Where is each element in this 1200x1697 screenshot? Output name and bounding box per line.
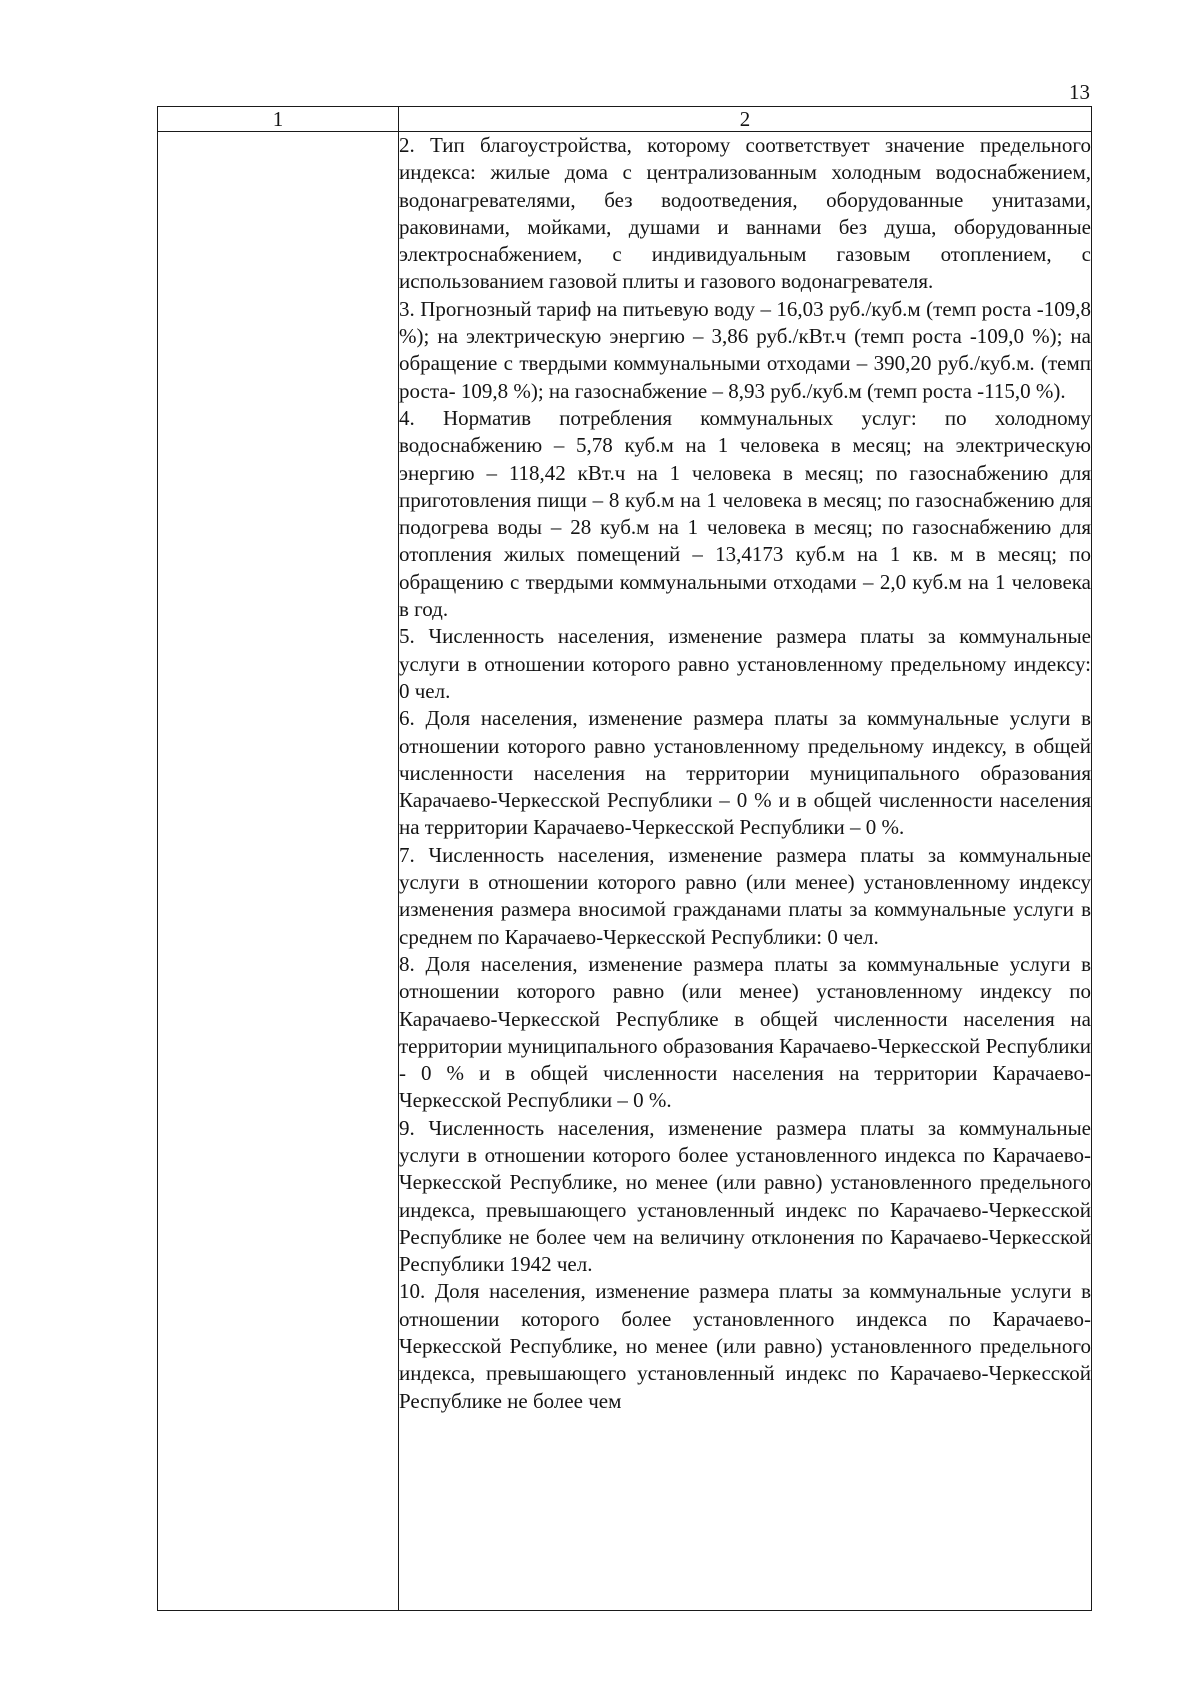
- paragraph-item-7: 7. Численность населения, изменение размера платы за коммунальные услуги в отношении которого равно (или менее) установленному индексу изменения размера вносимой гражданами платы за коммунальные услуги в среднем по Карачаево-Черкесской Республики: 0 чел.: [399, 842, 1091, 949]
- empty-cell-column-1: [158, 132, 399, 1611]
- column-header-1: 1: [158, 107, 399, 132]
- paragraph-item-3: 3. Прогнозный тариф на питьевую воду – 16,03 руб./куб.м (темп роста -109,8 %); на электрическую энергию – 3,86 руб./кВт.ч (темп роста -109,0 %); на обращение с твердыми коммунальными отходами – 390,20 руб./куб.м. (темп роста- 109,8 %); на газоснабжение – 8,93 руб./куб.м (темп роста -115,0 %).: [399, 296, 1091, 403]
- paragraph-item-9: 9. Численность населения, изменение размера платы за коммунальные услуги в отношении которого более установленного индекса по Карачаево-Черкесской Республике, но менее (или равно) установленного предельного индекса, превышающего установленный индекс по Карачаево-Черкесской Республике не более чем на величину отклонения по Карачаево-Черкесской Республики 1942 чел.: [399, 1115, 1091, 1277]
- document-table: [157, 106, 1092, 1611]
- paragraph-item-6: 6. Доля населения, изменение размера платы за коммунальные услуги в отношении которого равно установленному предельному индексу, в общей численности населения на территории муниципального образования Карачаево-Черкесской Республики – 0 % и в общей численности населения на территории Карачаево-Черкесской Республики – 0 %.: [399, 706, 1091, 840]
- content-cell-column-2: [399, 132, 1092, 1611]
- column-header-2: 2: [399, 107, 1092, 132]
- paragraph-item-8: 8. Доля населения, изменение размера платы за коммунальные услуги в отношении которого равно (или менее) установленному индексу по Карачаево-Черкесской Республике в общей численности населения на территории муниципального образования Карачаево-Черкесской Республики - 0 % и в общей численности населения на территории Карачаево-Черкесской Республики – 0 %.: [399, 951, 1091, 1113]
- paragraph-item-4: 4. Норматив потребления коммунальных услуг: по холодному водоснабжению – 5,78 куб.м на 1 человека в месяц; на электрическую энергию – 118,42 кВт.ч на 1 человека в месяц; по газоснабжению для приготовления пищи – 8 куб.м на 1 человека в месяц; по газоснабжению для подогрева воды – 28 куб.м на 1 человека в месяц; по газоснабжению для отопления жилых помещений – 13,4173 куб.м на 1 кв. м в месяц; по обращению с твердыми коммунальными отходами – 2,0 куб.м на 1 человека в год.: [399, 405, 1091, 622]
- paragraph-item-2: 2. Тип благоустройства, которому соответствует значение предельного индекса: жилые дома с централизованным холодным водоснабжением, водонагревателями, без водоотведения, оборудованные унитазами, раковинами, мойками, душами и ваннами без душа, оборудованные электроснабжением, с индивидуальным газовым отоплением, с использованием газовой плиты и газового водонагревателя.: [399, 133, 1091, 294]
- table-header-row: [158, 107, 1092, 132]
- page-number: 13: [1069, 80, 1090, 104]
- paragraph-item-10: 10. Доля населения, изменение размера платы за коммунальные услуги в отношении которого более установленного индекса по Карачаево-Черкесской Республике, но менее (или равно) установленного предельного индекса, превышающего установленный индекс по Карачаево-Черкесской Республике не более чем: [399, 1279, 1091, 1413]
- paragraph-item-5: 5. Численность населения, изменение размера платы за коммунальные услуги в отношении которого равно установленному предельному индексу: 0 чел.: [399, 624, 1091, 703]
- table-row: [158, 132, 1092, 1611]
